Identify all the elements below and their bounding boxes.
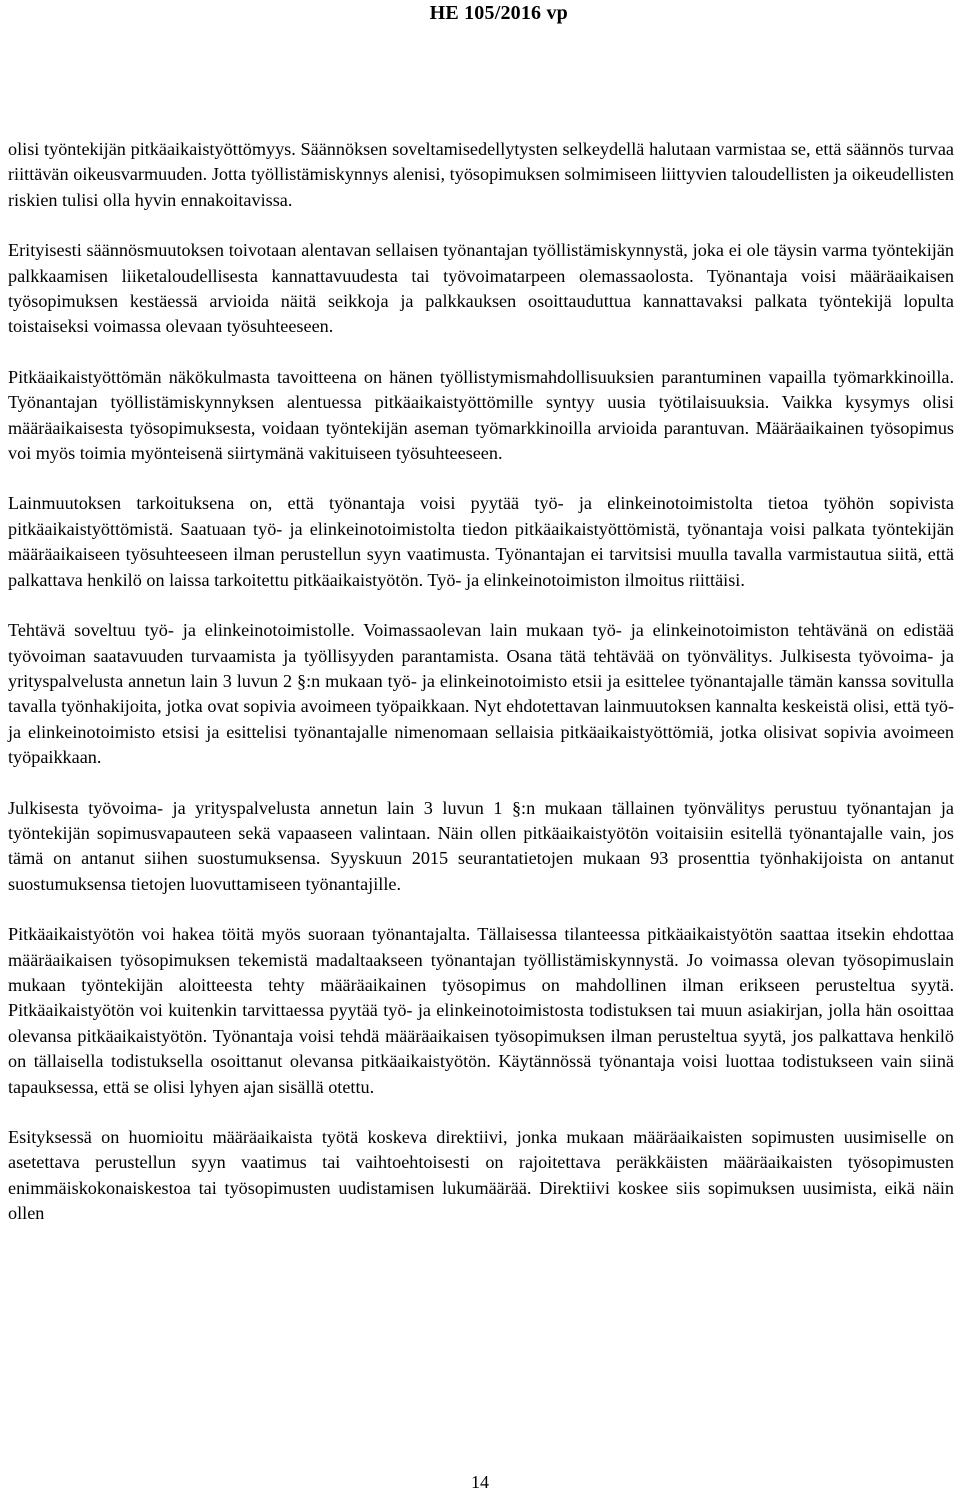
paragraph: Tehtävä soveltuu työ- ja elinkeinotoimistolle. Voimassaolevan lain mukaan työ- ja elinkeinotoimiston tehtävänä on edistää työvoiman saatavuuden turvaamista ja työllisyyden parantamista. Osana tätä tehtävää on työnvälitys. Julkisesta työvoima- ja yrityspalvelusta annetun lain 3 luvun 2 §:n mukaan työ- ja elinkeinotoimisto etsii ja esittelee työnantajalle tämän kanssa sovitulla tavalla työnhakijoita, jotka ovat sopivia avoimeen työpaikkaan. Nyt ehdotettavan lainmuutoksen kannalta keskeistä olisi, että työ- ja elinkeinotoimisto etsisi ja esittelisi työnantajalle nimenomaan sellaisia pitkäaikaistyöttömiä, jotka olisivat sopivia avoimeen työpaikkaan. [8,620,954,768]
paragraph: Lainmuutoksen tarkoituksena on, että työnantaja voisi pyytää työ- ja elinkeinotoimistolta tietoa työhön sopivista pitkäaikaistyöttömistä. Saatuaan työ- ja elinkeinotoimistolta tiedon pitkäaikaistyöttömistä, työnantaja voisi palkata työntekijän määräaikaiseen työsuhteeseen ilman perustellun syyn vaatimusta. Työnantajan ei tarvitsisi muulla tavalla varmistautua siitä, että palkattava henkilö on laissa tarkoitettu pitkäaikaistyötön. Työ- ja elinkeinotoimiston ilmoitus riittäisi. [8,493,954,590]
paragraph: Pitkäaikaistyötön voi hakea töitä myös suoraan työnantajalta. Tällaisessa tilanteessa pitkäaikaistyötön saattaa itsekin ehdottaa määräaikaisen työsopimuksen tekemistä madaltaakseen työnantajan työllistämiskynnystä. Jo voimassa olevan työsopimuslain mukaan työntekijän aloitteesta tehty määräaikainen työsopimus on mahdollinen ilman erikseen perusteltua syytä. Pitkäaikaistyötön voi kuitenkin tarvittaessa pyytää työ- ja elinkeinotoimistosta todistuksen tai muun asiakirjan, jolla hän osoittaa olevansa pitkäaikaistyötön. Työnantaja voisi tehdä määräaikaisen työsopimuksen ilman perusteltua syytä, jos palkattava henkilö on tällaisella todistuksella osoittanut olevansa pitkäaikaistyötön. Käytännössä työnantaja voisi luottaa todistukseen vain siinä tapauksessa, että se olisi lyhyen ajan sisällä otettu. [8,924,954,1097]
paragraph: Erityisesti säännösmuutoksen toivotaan alentavan sellaisen työnantajan työllistämiskynnystä, joka ei ole täysin varma työntekijän palkkaamisen liiketaloudellisesta kannattavuudesta tai työvoimatarpeen olemassaolosta. Työnantaja voisi määräaikaisen työsopimuksen kestäessä arvioida näitä seikkoja ja palkkauksen osoittauduttua kannattavaksi palkata työntekijä lopulta toistaiseksi voimassa olevaan työsuhteeseen. [8,240,954,337]
paragraph: Esityksessä on huomioitu määräaikaista työtä koskeva direktiivi, jonka mukaan määräaikaisten sopimusten uusimiselle on asetettava perustellun syyn vaatimus tai vaihtoehtoisesti on rajoitettava peräkkäisten määräaikaisten työsopimusten enimmäiskokonaiskestoa tai työsopimusten uudistamisen lukumäärää. Direktiivi koskee siis sopimuksen uusimista, eikä näin ollen [8,1127,954,1224]
paragraph: Pitkäaikaistyöttömän näkökulmasta tavoitteena on hänen työllistymismahdollisuuksien parantuminen vapailla työmarkkinoilla. Työnantajan työllistämiskynnyksen alentuessa pitkäaikaistyöttömille syntyy uusia työtilaisuuksia. Vaikka kysymys olisi määräaikaisesta työsopimuksesta, voidaan työntekijän aseman työmarkkinoilla arvioida parantuvan. Määräaikainen työsopimus voi myös toimia myönteisenä siirtymänä vakituiseen työsuhteeseen. [8,366,954,464]
page-number: 14 [471,1472,489,1492]
paragraph: olisi työntekijän pitkäaikaistyöttömyys. Säännöksen soveltamisedellytysten selkeydellä halutaan varmistaa se, että säännös turvaa riittävän oikeusvarmuuden. Jotta työllistämiskynnys alenisi, työsopimuksen solmimiseen liittyvien taloudellisten ja oikeudellisten riskien tulisi olla hyvin ennakoitavissa. [8,139,954,210]
document-id: HE 105/2016 vp [429,2,568,24]
paragraph: Julkisesta työvoima- ja yrityspalvelusta annetun lain 3 luvun 1 §:n mukaan tällainen työnvälitys perustuu työnantajan ja työntekijän sopimusvapauteen sekä vapaaseen valintaan. Näin ollen pitkäaikaistyötön voitaisiin esitellä työnantajalle vain, jos tämä on antanut siihen suostumuksensa. Syyskuun 2015 seurantatietojen mukaan 93 prosenttia työnhakijoista on antanut suostumuksensa tietojen luovuttamiseen työnantajille. [8,797,954,894]
body-text [8,137,954,1252]
